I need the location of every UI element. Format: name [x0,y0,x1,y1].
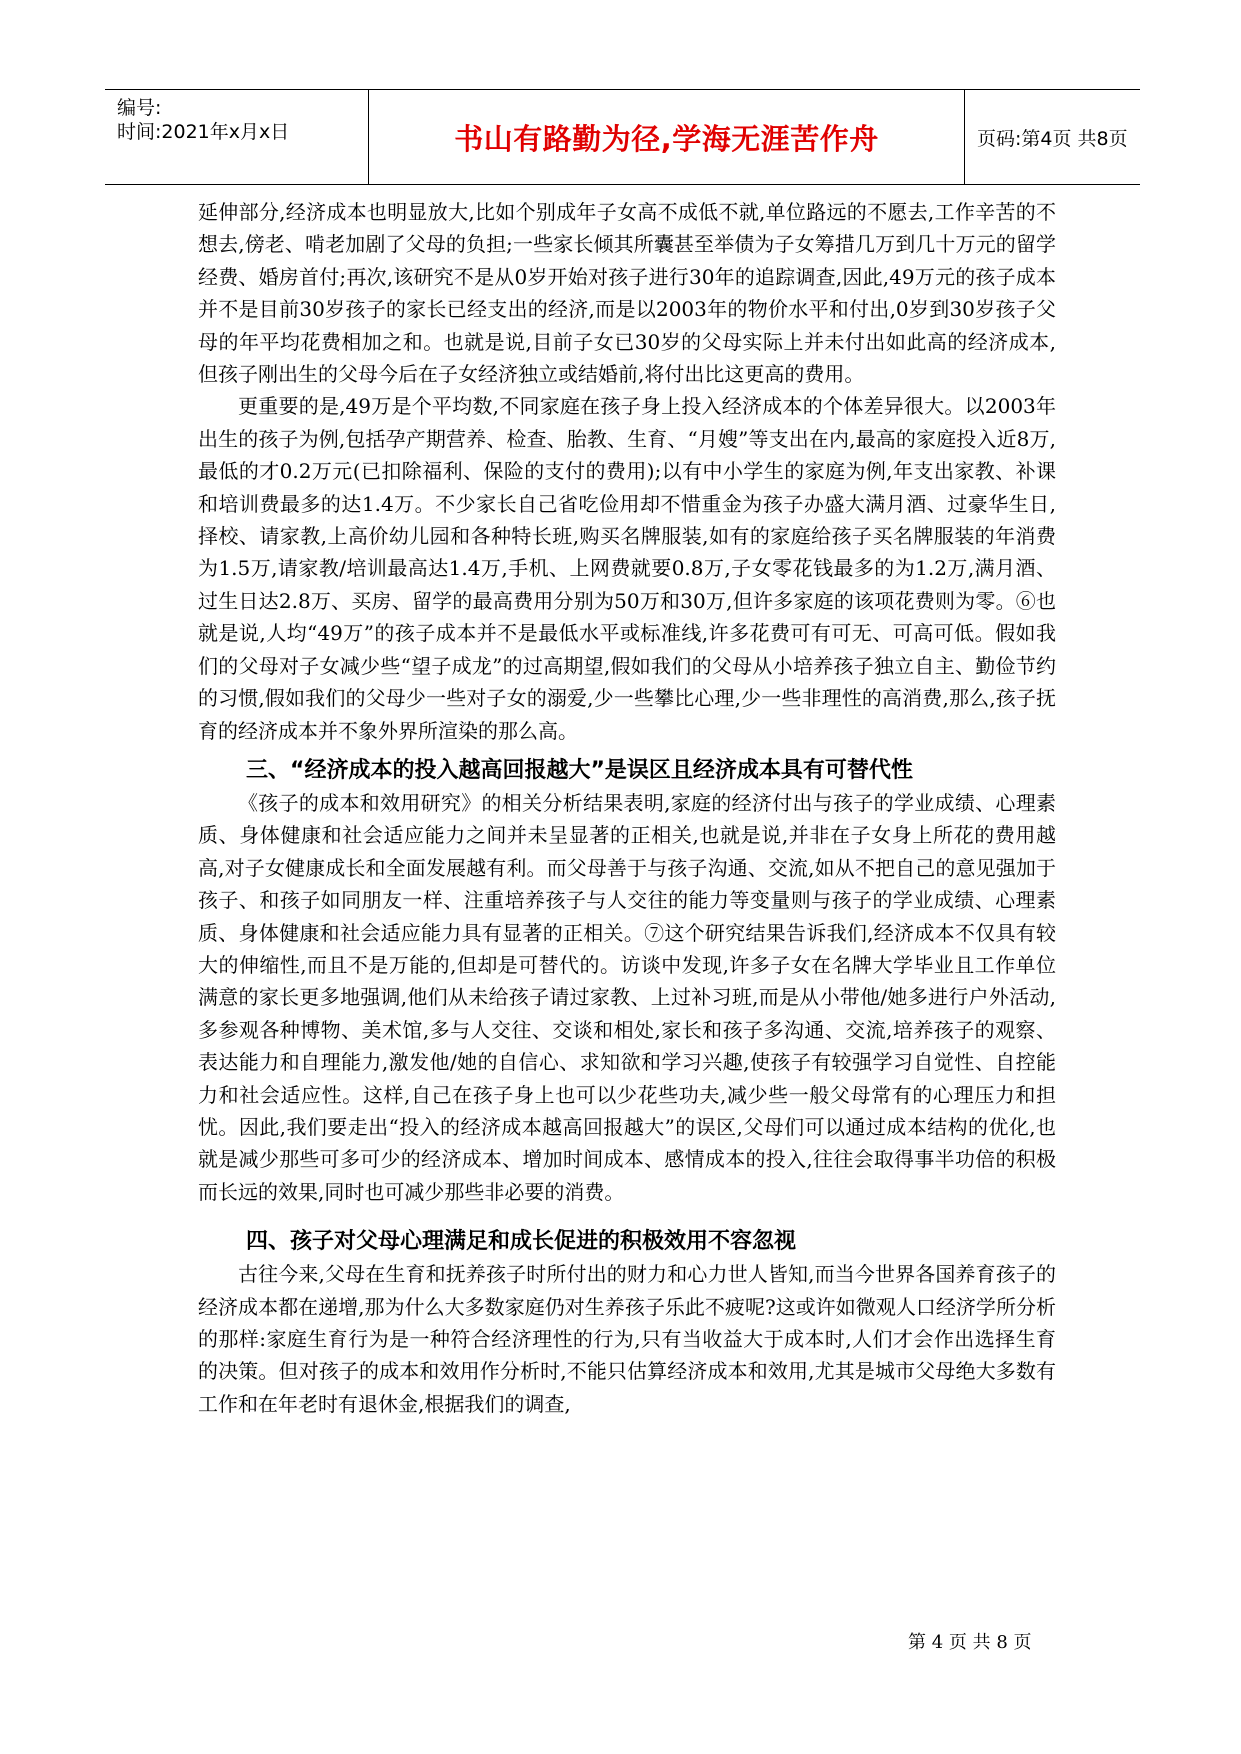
paragraph-4: 古往今来,父母在生育和抚养孩子时所付出的财力和心力世人皆知,而当今世界各国养育孩子的经济成本都在递增,那为什么大多数家庭仍对生养孩子乐此不疲呢?这或许如微观人口经济学所分析的那样:家庭生育行为是一种符合经济理性的行为,只有当收益大于成本时,人们才会作出选择生育的决策。但对孩子的成本和效用作分析时,不能只估算经济成本和效用,尤其是城市父母绝大多数有工作和在年老时有退休金,根据我们的调查, [198,1262,1056,1416]
header-meta-cell [105,90,369,184]
page-footer: 第 4 页 共 8 页 [908,1632,1032,1653]
paragraph-3: 《孩子的成本和效用研究》的相关分析结果表明,家庭的经济付出与孩子的学业成绩、心理素质、身体健康和社会适应能力之间并未呈显著的正相关,也就是说,并非在子女身上所花的费用越高,对子女健康成长和全面发展越有利。而父母善于与孩子沟通、交流,如从不把自己的意见强加于孩子、和孩子如同朋友一样、注重培养孩子与人交往的能力等变量则与孩子的学业成绩、心理素质、身体健康和社会适应能力具有显著的正相关。⑦这个研究结果告诉我们,经济成本不仅具有较大的伸缩性,而且不是万能的,但却是可替代的。访谈中发现,许多子女在名牌大学毕业且工作单位满意的家长更多地强调,他们从未给孩子请过家教、上过补习班,而是从小带他/她多进行户外活动,多参观各种博物、美术馆,多与人交往、交谈和相处,家长和孩子多沟通、交流,培养孩子的观察、表达能力和自理能力,激发他/她的自信心、求知欲和学习兴趣,使孩子有较强学习自觉性、自控能力和社会适应性。这样,自己在孩子身上也可以少花些功夫,减少些一般父母常有的心理压力和担忧。因此,我们要走出“投入的经济成本越高回报越大”的误区,父母们可以通过成本结构的优化,也就是减少那些可多可少的经济成本、增加时间成本、感情成本的投入,往往会取得事半功倍的积极而长远的效果,同时也可减少那些非必要的消费。 [198,790,1056,1204]
document-body [198,196,1056,1420]
header-table [105,89,1140,185]
header-motto-cell [369,90,965,184]
paragraph-1: 延伸部分,经济成本也明显放大,比如个别成年子女高不成低不就,单位路远的不愿去,工作辛苦的不想去,傍老、啃老加剧了父母的负担;一些家长倾其所囊甚至举债为子女筹措几万到几十万元的留学经费、婚房首付;再次,该研究不是从0岁开始对孩子进行30年的追踪调查,因此,49万元的孩子成本并不是目前30岁孩子的家长已经支出的经济,而是以2003年的物价水平和付出,0岁到30岁孩子父母的年平均花费相加之和。也就是说,目前子女已30岁的父母实际上并未付出如此高的经济成本,但孩子刚出生的父母今后在子女经济独立或结婚前,将付出比这更高的费用。 [198,200,1056,387]
header-page-cell [965,90,1140,184]
header-page-info: 页码:第4页 共8页 [977,127,1128,150]
header-motto: 书山有路勤为径,学海无涯苦作舟 [454,121,879,156]
doc-time-label: 时间:2021年x月x日 [117,121,290,143]
section-heading-3: 三、“经济成本的投入越高回报越大”是误区且经济成本具有可替代性 [246,757,913,783]
section-heading-4: 四、孩子对父母心理满足和成长促进的积极效用不容忽视 [246,1229,797,1255]
paragraph-2: 更重要的是,49万是个平均数,不同家庭在孩子身上投入经济成本的个体差异很大。以2003年出生的孩子为例,包括孕产期营养、检查、胎教、生育、“月嫂”等支出在内,最高的家庭投入近8万,最低的才0.2万元(已扣除福利、保险的支付的费用);以有中小学生的家庭为例,年支出家教、补课和培训费最多的达1.4万。不少家长自己省吃俭用却不惜重金为孩子办盛大满月酒、过豪华生日,择校、请家教,上高价幼儿园和各种特长班,购买名牌服装,如有的家庭给孩子买名牌服装的年消费为1.5万,请家教/培训最高达1.4万,手机、上网费就要0.8万,子女零花钱最多的为1.2万,满月酒、过生日达2.8万、买房、留学的最高费用分别为50万和30万,但许多家庭的该项花费则为零。⑥也就是说,人均“49万”的孩子成本并不是最低水平或标准线,许多花费可有可无、可高可低。假如我们的父母对子女减少些“望子成龙”的过高期望,假如我们的父母从小培养孩子独立自主、勤俭节约的习惯,假如我们的父母少一些对子女的溺爱,少一些攀比心理,少一些非理性的高消费,那么,孩子抚育的经济成本并不象外界所渲染的那么高。 [198,394,1056,743]
doc-number-label: 编号: [117,97,162,119]
